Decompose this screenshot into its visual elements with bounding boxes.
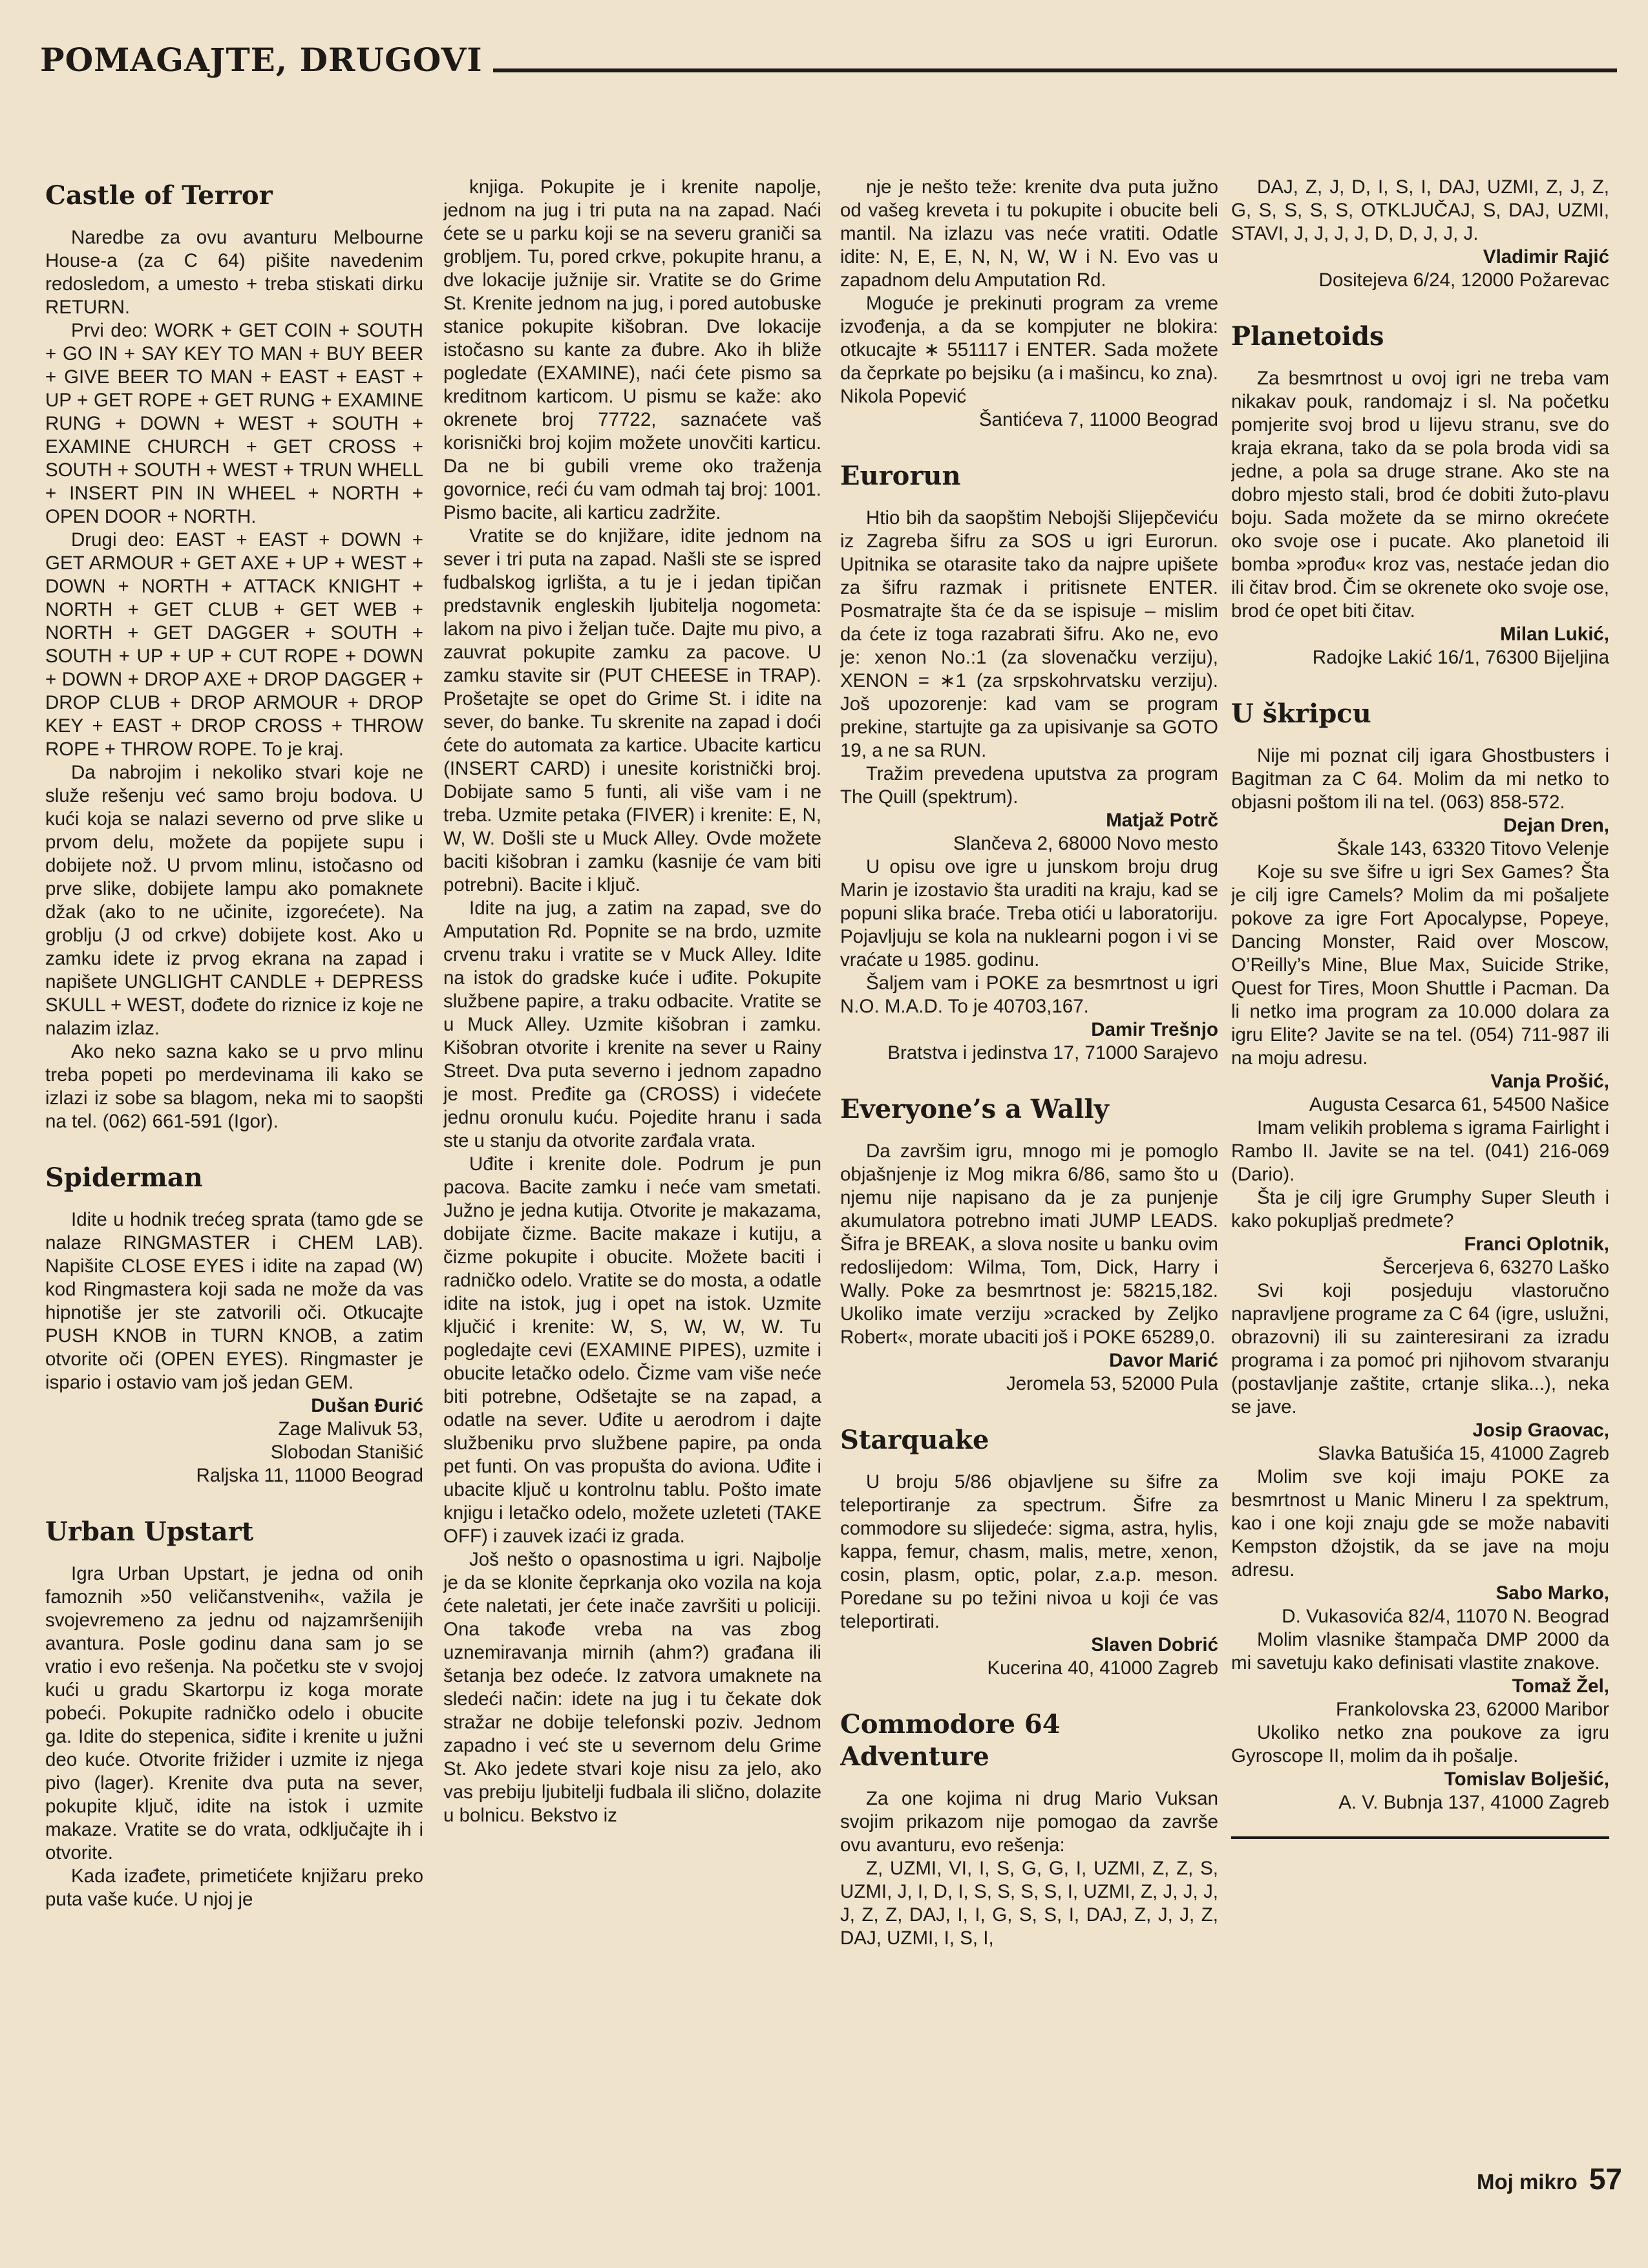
author-name: Davor Marić [1109, 1350, 1218, 1371]
article-heading: Planetoids [1231, 321, 1384, 352]
article-paragraph: Molim vlasnike štampača DMP 2000 da mi savetuju kako definisati vlastite znakove. [1231, 1629, 1609, 1674]
author-name: Matjaž Potrč [1106, 810, 1218, 831]
article-paragraph: Za one kojima ni drug Mario Vuksan svojim prikazom nije pomogao da završe ovu avanturu, evo rešenja: [840, 1788, 1218, 1856]
article-paragraph: Molim sve koji imaju POKE za besmrtnost u Manic Mineru I za spektrum, kao i one koji znaju gde se može nabaviti Kempston džojstik, da se jave na moju adresu. [1231, 1466, 1609, 1580]
article-paragraph: Još nešto o opasnostima u igri. Najbolje je da se klonite čeprkanja oko vozila na koja ćete naletati, jer ćete inače završiti u policiji. Ona takođe vreba na vas zbog uznemiravanja mirnih (ahm?) građana ili šetanja bez odeće. Iz zatvora umaknete na sledeći način: idete na jug i tu čekate dok stražar ne dobije telefonski poziv. Jednom zapadno i već ste u severnom delu Grime St. Ako jedete stvari koje nisu za jelo, ako vas prebiju ljubitelji fudbala ili slično, dolazite u bolnicu. Bekstvo iz [443, 1549, 821, 1826]
article-heading: Starquake [840, 1425, 989, 1455]
author-name: Josip Graovac, [1472, 1420, 1609, 1441]
article-paragraph: Prvi deo: WORK + GET COIN + SOUTH + GO IN + SAY KEY TO MAN + BUY BEER + GIVE BEER TO MAN + EAST + EAST + UP + GET ROPE + GET RUNG + EXAMINE RUNG + DOWN + WEST + SOUTH + EXAMINE CHURCH + GET CROSS + SOUTH + SOUTH + WEST + TRUN WHELL + INSERT PIN IN WHEEL + NORTH + OPEN DOOR + NORTH. [45, 320, 423, 527]
author-address: Zage Malivuk 53, [278, 1418, 423, 1440]
end-rule [1231, 1836, 1609, 1839]
article-heading: Eurorun [840, 461, 961, 491]
author-name: Damir Trešnjo [1091, 1019, 1218, 1040]
text-column-1 [45, 176, 423, 2172]
author-address: Radojke Lakić 16/1, 76300 Bijeljina [1312, 647, 1609, 668]
article-paragraph: Naredbe za ovu avanturu Melbourne House-a (za C 64) pišite navedenim redosledom, a umesto + treba stiskati dirku RETURN. [45, 227, 423, 318]
author-address: A. V. Bubnja 137, 41000 Zagreb [1338, 1792, 1609, 1813]
author-address: Jeromela 53, 52000 Pula [1006, 1373, 1218, 1394]
author-name: Tomislav Bolješić, [1444, 1769, 1609, 1790]
article-heading: Everyone’s a Wally [840, 1094, 1109, 1124]
section-header [40, 25, 1617, 79]
author-address: Šercerjeva 6, 63270 Laško [1382, 1257, 1609, 1278]
author-address: Slančeva 2, 68000 Novo mesto [953, 833, 1218, 854]
author-address: Augusta Cesarca 61, 54500 Našice [1309, 1094, 1609, 1115]
article-paragraph: Za besmrtnost u ovoj igri ne treba vam nikakav pouk, randomajz i sl. Na početku pomjerite svoj brod u lijevu stranu, sve do kraja ekrana, tako da se pola broda vidi sa jedne, a pola sa druge strane. Ako ste na dobro mjesto stali, brod će dobiti žuto-plavu boju. Sada možete da se mirno okrećete oko svoje ose i pucate. Ako planetoid ili bomba »prođu« kroz vas, nestaće jedan dio ili čitav brod. Čim se okrenete oko svoje ose, brod će opet biti čitav. [1231, 368, 1609, 622]
article-paragraph: Da završim igru, mnogo mi je pomoglo objašnjenje iz Mog mikra 6/86, samo što u njemu nije napisano da je za punjenje akumulatora potrebno imati JUMP LEADS. Šifra je BREAK, a slova nosite u banku ovim redoslijedom: Wilma, Tom, Dick, Harry i Wally. Poke za besmrtnost je: 58215,182. Ukoliko imate verziju »cracked by Zeljko Robert«, morate ubaciti još i POKE 65289,0. [840, 1140, 1218, 1348]
article-paragraph: Imam velikih problema s igrama Fairlight i Rambo II. Javite se na tel. (041) 216-069 (Dario). [1231, 1117, 1609, 1185]
author-name: Vanja Prošić, [1490, 1071, 1609, 1092]
article-paragraph: DAJ, Z, J, D, I, S, I, DAJ, UZMI, Z, J, Z, G, S, S, S, S, OTKLJUČAJ, S, DAJ, UZMI, STAVI, J, J, J, J, D, D, J, J, J. [1231, 176, 1609, 244]
article-paragraph: Šta je cilj igre Grumphy Super Sleuth i kako pokupljaš predmete? [1231, 1187, 1609, 1232]
author-name: Franci Oplotnik, [1464, 1234, 1609, 1255]
author-name: Slaven Dobrić [1091, 1634, 1218, 1655]
article-paragraph: Tražim prevedena uputstva za program The Quill (spektrum). [840, 763, 1218, 808]
article-heading: Commodore 64 Adventure [840, 1709, 1061, 1772]
text-column-3 [840, 176, 1218, 2172]
article-paragraph: Idite u hodnik trećeg sprata (tamo gde se nalaze RINGMASTER i CHEM LAB). Napišite CLOSE EYES i idite na zapad (W) kod Ringmastera koji sada ne može da vas hipnotiše jer ste zatvorili oči. Otkucajte PUSH KNOB in TURN KNOB, a zatim otvorite oči (OPEN EYES). Ringmaster je ispario i ostavio vam još jedan GEM. [45, 1209, 423, 1393]
author-address: Slobodan Stanišić [270, 1442, 423, 1463]
article-paragraph: Uđite i krenite dole. Podrum je pun pacova. Bacite zamku i neće vam smetati. Južno je jedna kutija. Otvorite je makazama, dobijate čizme. Bacite makaze i kutiju, a čizme pokupite i obucite. Možete baciti i radničko odelo. Vratite se do mosta, a odatle idite na istok, jug i opet na istok. Uzmite ključić i krenite: W, S, W, W, W. Tu pogledajte cevi (EXAMINE PIPES), uzmite i obucite letačko odelo. Čizme vam više neće biti potrebne, Odšetajte se na zapad, a odatle na sever. Uđite u aerodrom i dajte službeniku prvo službene papire, pa onda pet funti. On vas propušta do aviona. Uđite i ubacite ključ u kontrolnu tablu. Pošto imate knjigu i letačko odelo, možete uzleteti (TAKE OFF) i zauvek izaći iz grada. [443, 1153, 821, 1547]
text-column-2 [443, 176, 821, 2172]
article-paragraph: Drugi deo: EAST + EAST + DOWN + GET ARMOUR + GET AXE + UP + WEST + DOWN + NORTH + ATTACK KNIGHT + NORTH + GET CLUB + GET WEB + NORTH + GET DAGGER + SOUTH + SOUTH + UP + UP + CUT ROPE + DOWN + DOWN + DROP AXE + DROP DAGGER + DROP CLUB + DROP ARMOUR + DROP KEY + EAST + DROP CROSS + THROW ROPE + THROW ROPE. To je kraj. [45, 529, 423, 760]
author-address: Šantićeva 7, 11000 Beograd [978, 409, 1218, 430]
article-paragraph: Kada izađete, primetićete knjižaru preko puta vaše kuće. U njoj je [45, 1865, 423, 1910]
author-name: Dejan Dren, [1503, 815, 1609, 836]
article-paragraph: Šaljem vam i POKE za besmrtnost u igri N.O. M.A.D. To je 40703,167. [840, 972, 1218, 1017]
page-footer [1441, 2161, 1622, 2200]
article-paragraph: U opisu ove igre u junskom broju drug Marin je izostavio šta uraditi na kraju, kad se popuni slika braće. Treba otići u laboratoriju. Pojavljuju se kola na nuklearni pogon i vi se vraćate u 1985. godinu. [840, 856, 1218, 971]
header-rule [493, 68, 1617, 72]
author-name: Vladimir Rajić [1483, 246, 1609, 268]
article-heading: Castle of Terror [45, 180, 273, 211]
magazine-name: Moj mikro [1476, 2170, 1578, 2194]
author-address: Raljska 11, 11000 Beograd [196, 1465, 423, 1486]
page-number: 57 [1589, 2162, 1622, 2196]
article-paragraph: Da nabrojim i nekoliko stvari koje ne služe rešenju već samo broju bodova. U kući koja se nalazi severno od prve slike u prvom delu, možete da popijete supu i dobijete nož. U prvom mlinu, istočasno od prve slike, dobijete lampu ako pomaknete džak (ako to ne učinite, izgorećete). Na groblju (J od crkve) dobijete kost. Ako u zamku idete iz prvog ekrana na zapad i napišete UNGLIGHT CANDLE + DEPRESS SKULL + WEST, dođete do riznice iz koje ne nalazim izlaz. [45, 762, 423, 1039]
article-paragraph: Z, UZMI, VI, I, S, G, G, I, UZMI, Z, Z, S, UZMI, J, I, D, I, S, S, S, S, I, UZMI, Z, J, J, J, J, Z, Z, DAJ, I, I, G, S, S, I, DAJ, Z, J, J, Z, DAJ, UZMI, I, S, I, [840, 1858, 1218, 1949]
text-column-4 [1231, 176, 1609, 2172]
article-paragraph: knjiga. Pokupite je i krenite napolje, jednom na jug i tri puta na na zapad. Naći ćete se u parku koji se na severu graniči sa grobljem. Tu, pored crkve, pokupite hranu, a dve lokacije južnije sir. Vratite se do Grime St. Krenite jednom na jug, i pored autobuske stanice pokupite kišobran. Dve lokacije istočasno su kante za đubre. Ako ih bliže pogledate (EXAMINE), naći ćete pismo sa kreditnom karticom. U pismu se kaže: ako okrenete broj 77722, saznaćete vaš korisnički broj kojim možete unovčiti karticu. Da ne bi gubili vreme oko traženja govornice, reći ću vam odmah taj broj: 1001. Pismo bacite, ali karticu zadržite. [443, 176, 821, 523]
author-address: D. Vukasovića 82/4, 11070 N. Beograd [1282, 1606, 1609, 1627]
article-paragraph: Koje su sve šifre u igri Sex Games? Šta je cilj igre Camels? Molim da mi pošaljete pokove za igre Fort Apocalypse, Popeye, Dancing Monster, Raid over Moscow, O’Reilly’s Mine, Blue Max, Suicide Strike, Quest for Tires, Moon Shuttle i Pacman. Da li netko ima program za 10.000 dolara za igru Elite? Javite se na tel. (054) 711-987 ili na moju adresu. [1231, 861, 1609, 1069]
section-title: POMAGAJTE, DRUGOVI [40, 41, 483, 79]
article-paragraph: Vratite se do knjižare, idite jednom na sever i tri puta na zapad. Našli ste se ispred fudbalskog igrlišta, a tu je i jedan tipičan predstavnik engleskih ljubitelja nogometa: lakom na pivo i željan tuče. Dajte mu pivo, a zauvrat pokupite zamku za pacove. U zamku stavite sir (PUT CHEESE in TRAP). Prošetajte se opet do Grime St. i idite na sever, do banke. Tu skrenite na zapad i doći ćete do automata za kartice. Ubacite karticu (INSERT CARD) i unesite koristnički broj. Dobijate samo 5 funti, ali više vam i ne treba. Uzmite petaka (FIVER) i krenite: E, N, W, W. Došli ste u Muck Alley. Ovde možete baciti kišobran i zamku (kasnije će vam biti potrebni). Bacite i ključ. [443, 525, 821, 896]
author-name: Milan Lukić, [1500, 624, 1609, 645]
article-heading: Urban Upstart [45, 1517, 254, 1547]
author-name: Sabo Marko, [1495, 1582, 1609, 1604]
author-name: Dušan Đurić [311, 1395, 423, 1416]
author-address: Bratstva i jedinstva 17, 71000 Sarajevo [887, 1042, 1218, 1064]
author-address: Frankolovska 23, 62000 Maribor [1335, 1699, 1609, 1720]
article-paragraph: Svi koji posjeduju vlastoručno napravljene programe za C 64 (igre, uslužni, obrazovni) ili su zainteresirani za izradu programa i za pomoć pri njihovom stvaranju (postavljanje zaštite, crtanje slika...), neka se jave. [1231, 1280, 1609, 1418]
article-paragraph: nje je nešto teže: krenite dva puta južno od vašeg kreveta i tu pokupite i obucite beli mantil. Na izlazu vas neće vratiti. Odatle idite: N, E, E, N, N, W, W i N. Evo vas u zapadnom delu Amputation Rd. [840, 176, 1218, 291]
article-paragraph: Idite na jug, a zatim na zapad, sve do Amputation Rd. Popnite se na brdo, uzmite crvenu traku i vratite se v Muck Alley. Idite na istok do gradske kuće i uđite. Pokupite službene papire, a traku odbacite. Vratite se u Muck Alley. Uzmite kišobran i zamku. Kišobran otvorite i krenite na sever u Rainy Street. Dva puta severno i jednom zapadno je most. Pređite ga (CROSS) i videćete jednu oronulu kuću. Pojedite hranu i sada ste u stanju da otvorite zarđala vrata. [443, 898, 821, 1151]
article-paragraph: Ako neko sazna kako se u prvo mlinu treba popeti po merdevinama ili kako se izlazi iz sobe sa blagom, neka mi to saopšti na tel. (062) 661-591 (Igor). [45, 1041, 423, 1132]
article-paragraph: Moguće je prekinuti program za vreme izvođenja, a da se kompjuter ne blokira: otkucajte ∗ 551117 i ENTER. Sada možete da čeprkate po bejsiku (a i mašincu, ko zna). Nikola Popević [840, 293, 1218, 407]
article-paragraph: Htio bih da saopštim Nebojši Slijepčeviću iz Zagreba šifru za SOS u igri Eurorun. Upitnika se otarasite tako da najpre upišete za šifru razmak i pritisnete ENTER. Posmatrajte šta će da se ispisuje – mislim da ćete iz toga razabrati šifru. Ako ne, evo je: xenon No.:1 (za slovenačku verziju), XENON = ∗1 (za srpskohrvatsku verziju). Još upozorenje: kad vam se program prekine, startujte ga za upisivanje sa GOTO 19, a ne sa RUN. [840, 507, 1218, 761]
article-paragraph: Igra Urban Upstart, je jedna od onih famoznih »50 veličanstvenih«, važila je svojevremeno za jednu od najzamršenijih avantura. Posle godinu dana sam jo se vratio i evo rešenja. Na početku ste v svojoj kući u gradu Skartorpu iz koga morate pobeći. Pokupite radničko odelo i obucite ga. Idite do stepenica, siđite i krenite u južni deo kuće. Otvorite frižider i uzmite iz njega pivo (lager). Krenite dva puta na sever, pokupite ključ, idite na istok i uzmite makaze. Vratite se do vrata, odključajte ih i otvorite. [45, 1563, 423, 1864]
author-address: Škale 143, 63320 Titovo Velenje [1336, 838, 1609, 859]
article-paragraph: Nije mi poznat cilj igara Ghostbusters i Bagitman za C 64. Molim da mi netko to objasni poštom ili na tel. (063) 858-572. [1231, 745, 1609, 813]
article-heading: Spiderman [45, 1162, 203, 1193]
article-paragraph: U broju 5/86 objavljene su šifre za teleportiranje za spectrum. Šifre za commodore su slijedeće: sigma, astra, hylis, kappa, femur, chasm, malis, metre, xenon, cosin, plasm, optic, polar, z.a.p. meson. Poredane su po težini nivoa u koji će vas teleportirati. [840, 1471, 1218, 1632]
author-address: Slavka Batušića 15, 41000 Zagreb [1318, 1443, 1609, 1464]
author-name: Tomaž Žel, [1512, 1675, 1609, 1697]
article-heading: U škripcu [1231, 698, 1371, 729]
author-address: Dositejeva 6/24, 12000 Požarevac [1318, 269, 1609, 291]
author-address: Kucerina 40, 41000 Zagreb [987, 1657, 1218, 1679]
article-paragraph: Ukoliko netko zna poukove za igru Gyroscope II, molim da ih pošalje. [1231, 1722, 1609, 1767]
